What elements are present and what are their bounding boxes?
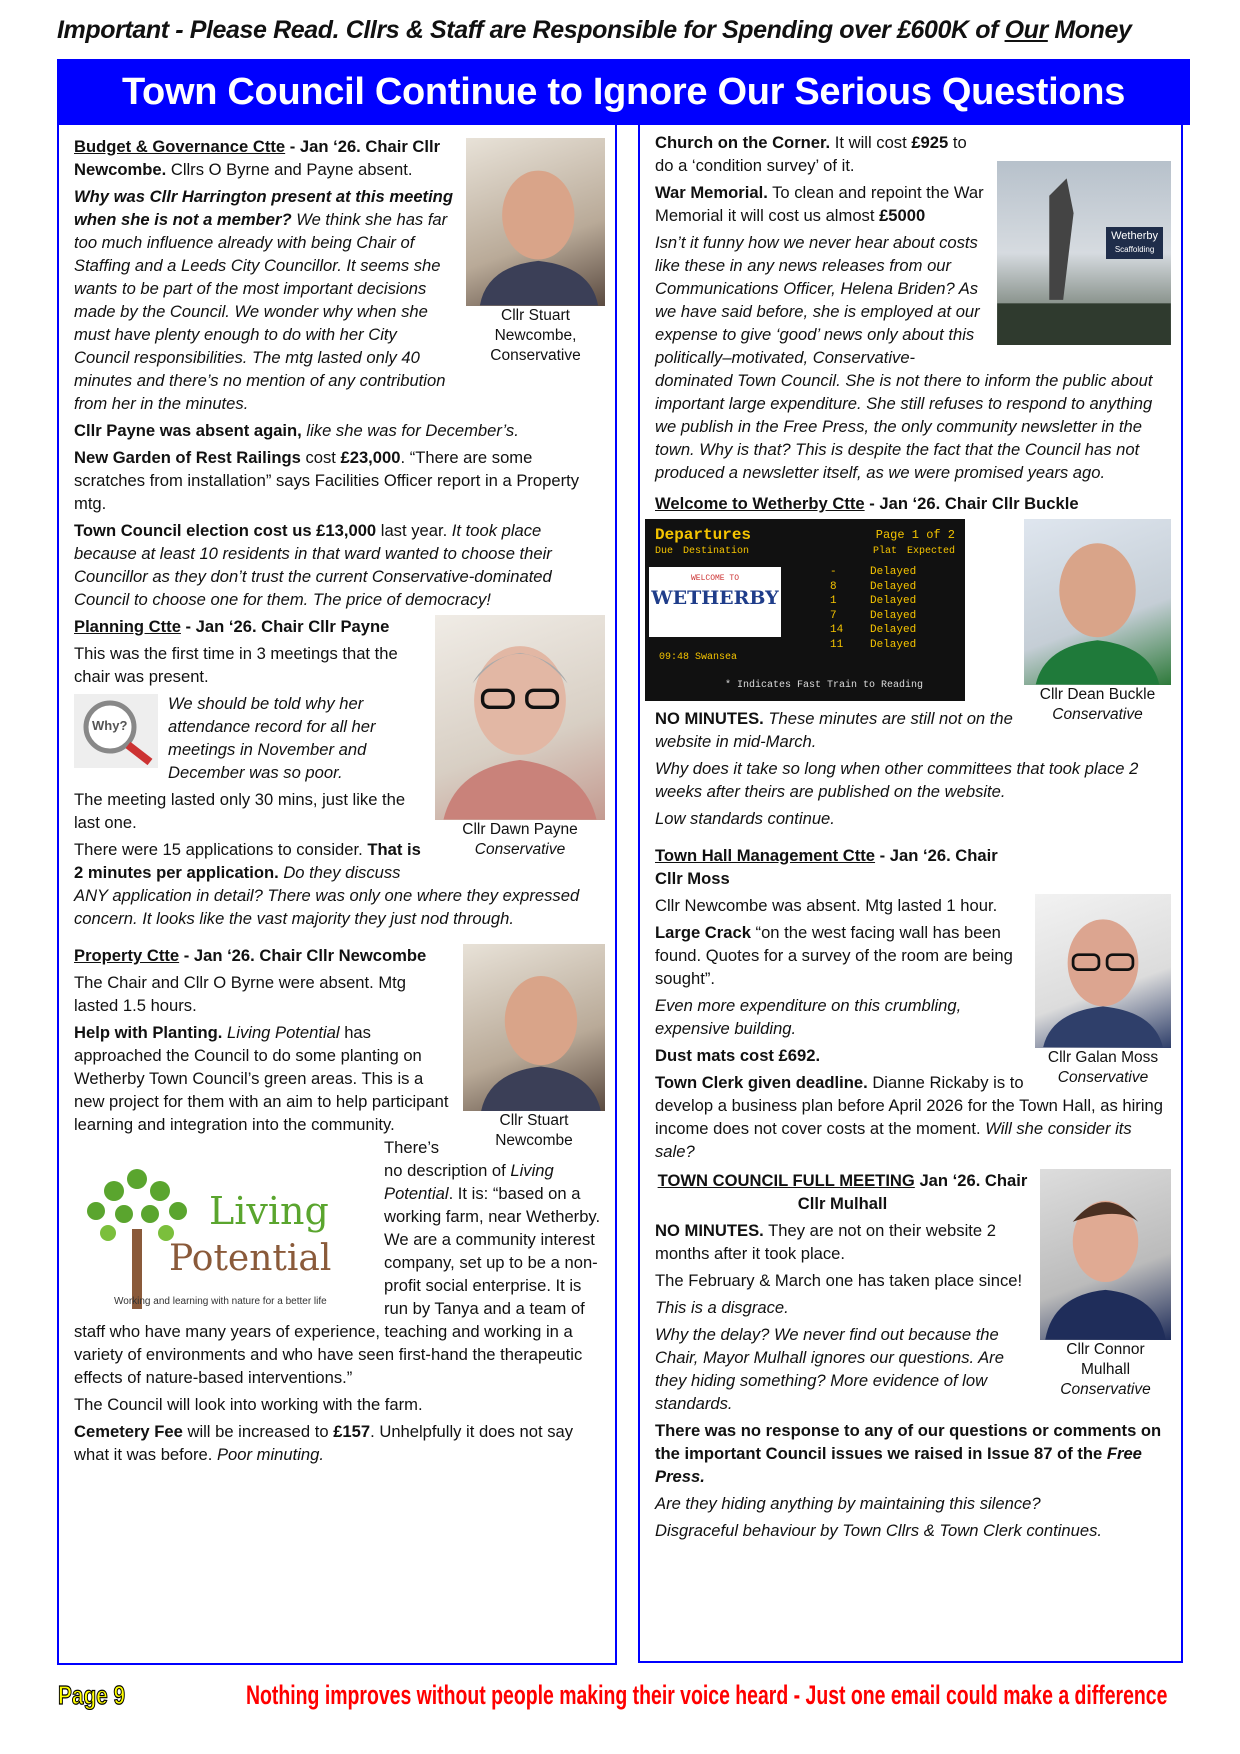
- text-run: Cllrs O Byrne and Payne absent.: [166, 160, 413, 179]
- text-run: “on the west facing wall has been found. Quotes for a survey of the room are being sought”.: [655, 923, 1013, 988]
- text-run: Dianne Rickaby is to develop a business plan before April 2026 for the Town Hall, as hiring income does not cover costs at the moment.: [655, 1073, 1163, 1138]
- text-run: to do a ‘condition survey’ of it.: [655, 133, 967, 175]
- caption-line: Conservative: [1057, 1069, 1149, 1086]
- text-run: New Garden of Rest Railings: [74, 448, 301, 467]
- paragraph: [74, 419, 605, 442]
- mulhall-figure: [1040, 1169, 1171, 1400]
- board-platform: 1: [830, 595, 837, 607]
- caption-line: Cllr Connor: [1066, 1341, 1145, 1358]
- text-run: . It is: “based on a working farm, near Wetherby. We are a community interest company, set up to be a non-profit social enterprise. It is run by Tanya and a team of staff who have many years of experience, teaching and working in a variety of environments and who have seen first-hand the therapeutic effects of nature-based interventions.”: [74, 1184, 601, 1387]
- text-run: Do they discuss ANY application in detail? There was only one where they expressed concern. It looks like the vast majority they just nod through.: [74, 863, 580, 928]
- board-status: Delayed: [870, 624, 917, 636]
- text-run: has approached the Council to do some planting on Wetherby Town Council’s green areas. This is a new project for them with an aim to help participant learning and integration into the community. There’s no description of: [74, 1023, 511, 1180]
- text-run: Help with Planting.: [74, 1023, 223, 1042]
- text-run: Low standards continue.: [655, 809, 835, 828]
- paragraph: [655, 1492, 1171, 1515]
- paragraph: [655, 1419, 1171, 1488]
- board-platform: 11: [830, 638, 844, 651]
- board-col: Plat: [872, 546, 897, 557]
- caption-line: Cllr Galan Moss: [1047, 1049, 1159, 1066]
- war-memorial-figure: [997, 161, 1171, 345]
- text-run: Welcome to Wetherby Ctte: [655, 494, 865, 513]
- board-row: [830, 609, 916, 624]
- text-run: £157: [333, 1422, 371, 1441]
- text-run: £925: [911, 133, 949, 152]
- text-run: War Memorial.: [655, 183, 768, 202]
- text-run: It took place because at least 10 residents in that ward wanted to choose their Councillor as they don’t trust the current Conservative-dominated Council to choose one for them. The price of democracy!: [74, 521, 552, 609]
- paragraph: [655, 844, 1171, 890]
- headline-text: Important - Please Read. Cllrs & Staff are Responsible for Spending over £600K of: [57, 16, 1005, 44]
- right-column: [638, 125, 1183, 1663]
- text-run: NO MINUTES.: [655, 709, 764, 728]
- board-platform: 8: [830, 580, 837, 593]
- moss-photo: [1035, 894, 1171, 1048]
- board-last-row: 09:48 Swansea: [659, 652, 738, 663]
- why-label: Why?: [92, 718, 128, 733]
- page-number: Page 9: [58, 1680, 126, 1710]
- text-run: There were 15 applications to consider.: [74, 840, 368, 859]
- text-run: Budget & Governance Ctte: [74, 137, 286, 156]
- paragraph: [655, 1519, 1171, 1542]
- paragraph: [655, 757, 1171, 803]
- payne-figure: [435, 615, 605, 860]
- board-status: Delayed: [870, 638, 917, 651]
- text-run: - Jan ‘26. Chair Cllr Moss: [655, 846, 998, 888]
- text-run: Cllr Newcombe was absent. Mtg lasted 1 hour.: [655, 896, 998, 915]
- caption-line: Conservative: [1060, 1381, 1151, 1398]
- text-run: Cllr Payne was absent again,: [74, 421, 302, 440]
- footer-message: Nothing improves without people making their voice heard - Just one email could make a difference: [246, 1680, 1168, 1710]
- text-run: Jan ‘26. Chair Cllr Mulhall: [797, 1171, 1028, 1213]
- board-row: [830, 565, 916, 580]
- moss-figure: [1035, 894, 1171, 1088]
- board-platform: 14: [830, 624, 844, 636]
- sign-small: WELCOME TO: [690, 574, 739, 583]
- board-status: Delayed: [870, 595, 917, 607]
- text-run: Why the delay? We never find out because the Chair, Mayor Mulhall ignores our questions. Are they hiding something? More evidence of low standards.: [655, 1325, 1004, 1413]
- newcombe-photo: [466, 138, 605, 306]
- text-run: Town Council election cost us £13,000: [74, 521, 377, 540]
- board-col: Due: [655, 546, 674, 557]
- welcome-text: [655, 707, 1171, 830]
- payne-photo: [435, 615, 605, 820]
- caption-line: Mulhall: [1080, 1361, 1131, 1378]
- text-run: Cemetery Fee: [74, 1422, 183, 1441]
- townhall-section: [655, 844, 1171, 1163]
- text-run: It will cost: [830, 133, 912, 152]
- board-row: [830, 623, 916, 638]
- left-column: [57, 125, 617, 1665]
- text-run: The meeting lasted only 30 mins, just like the last one.: [74, 790, 406, 832]
- property-section: [74, 944, 605, 1466]
- text-run: Large Crack: [655, 923, 751, 942]
- headline-underlined: Our: [1004, 16, 1048, 44]
- text-run: £23,000: [340, 448, 401, 467]
- caption-line: Cllr Stuart: [499, 1112, 569, 1129]
- scaffold-sign-sub: Scaffolding: [1114, 245, 1155, 254]
- budget-section: [74, 135, 605, 611]
- page-banner-title: Town Council Continue to Ignore Our Serious Questions: [57, 59, 1190, 125]
- text-run: Living Potential: [227, 1023, 340, 1042]
- caption-line: Cllr Stuart: [501, 307, 570, 324]
- caption-line: Conservative: [490, 347, 581, 364]
- text-run: Town Clerk given deadline.: [655, 1073, 868, 1092]
- text-run: Even more expenditure on this crumbling, expensive building.: [655, 996, 962, 1038]
- text-run: Living Potential: [384, 1161, 554, 1203]
- text-run: Planning Ctte: [74, 617, 181, 636]
- text-run: - Jan ‘26. Chair Cllr Payne: [180, 617, 390, 636]
- newcombe2-figure: [463, 944, 605, 1151]
- board-row: [830, 580, 916, 595]
- paragraph: [74, 446, 605, 515]
- text-run: last year.: [376, 521, 452, 540]
- caption-line: Cllr Dean Buckle: [1039, 686, 1156, 703]
- logo-tagline: Working and learning with nature for a better life: [114, 1296, 327, 1307]
- welcome-heading: [655, 492, 1171, 515]
- text-run: . Unhelpfully it does not say what it was before.: [74, 1422, 574, 1464]
- top-headline: [57, 16, 1187, 45]
- text-run: The February & March one has taken place since!: [655, 1271, 1023, 1290]
- text-run: Isn’t it funny how we never hear about costs like these in any news releases from our Communications Officer, Helena Briden? As we have said before, she is employed at our expense to give ‘good’ news only about this politically–motivated, Conservative-dominated Town Council. She is not there to inform the public about important large expenditure. She still refuses to respond to anything we publish in the Free Press, the only community newsletter in the town. Why is that? This is despite the fact that the Council has not produced a newsletter itself, as we were promised years ago.: [655, 233, 1153, 482]
- text-run: These minutes are still not on the website in mid-March.: [655, 709, 1013, 751]
- full-meeting-section: [655, 1169, 1171, 1542]
- logo-word-living: Living: [209, 1189, 329, 1233]
- caption-line: Newcombe: [495, 1132, 573, 1149]
- text-run: . “There are some scratches from installation” says Facilities Officer report in a Property mtg.: [74, 448, 580, 513]
- text-run: will be increased to: [182, 1422, 334, 1441]
- text-run: - Jan ‘26. Chair Cllr Newcombe.: [74, 137, 441, 179]
- text-run: £5000: [879, 206, 926, 225]
- board-status: Delayed: [870, 580, 917, 593]
- text-run: Why was Cllr Harrington present at this meeting when she is not a member?: [74, 187, 453, 229]
- board-title: Departures: [655, 526, 752, 544]
- text-run: The Council will look into working with the farm.: [74, 1395, 423, 1414]
- text-run: NO MINUTES.: [655, 1221, 764, 1240]
- text-run: This is a disgrace.: [655, 1298, 789, 1317]
- magnifying-glass-why-icon: [74, 694, 158, 768]
- newcombe-photo: [463, 944, 605, 1111]
- paragraph: [74, 1393, 605, 1416]
- caption-line: Cllr Dawn Payne: [462, 821, 578, 838]
- text-run: To clean and repoint the War Memorial it will cost us almost: [655, 183, 984, 225]
- text-run: That is 2 minutes per application.: [74, 840, 421, 882]
- board-status: Delayed: [870, 609, 917, 622]
- caption-line: Conservative: [474, 841, 566, 858]
- church-section: [655, 131, 1171, 484]
- text-run: Disgraceful behaviour by Town Cllrs & Town Clerk continues.: [655, 1521, 1103, 1540]
- text-run: Church on the Corner.: [655, 133, 831, 152]
- text-run: - Jan ‘26. Chair Cllr Newcombe: [179, 946, 427, 965]
- text-run: The Chair and Cllr O Byrne were absent. Mtg lasted 1.5 hours.: [74, 973, 407, 1015]
- text-run: Town Hall Management Ctte: [655, 846, 876, 865]
- text-run: Property Ctte: [74, 946, 180, 965]
- board-row: [830, 594, 916, 609]
- newcombe-figure: [466, 138, 605, 366]
- paragraph: [74, 519, 605, 611]
- board-status: Delayed: [870, 566, 917, 578]
- paragraph: [655, 807, 1171, 830]
- text-run: We think she has far too much influence already with being Chair of Staffing and a Leeds City Councillor. It seems she wants to be part of the most important decisions made by the Council. We wonder why when she must have plenty enough to do with her City Council responsibilities. The mtg lasted only 40 minutes and there’s no mention of any contribution from her in the minutes.: [74, 210, 448, 413]
- text-run: We should be told why her attendance record for all her meetings in November and December was so poor.: [168, 694, 376, 782]
- board-col: Destination: [683, 546, 750, 557]
- board-platform: -: [830, 566, 837, 578]
- text-run: This was the first time in 3 meetings that the chair was present.: [74, 644, 398, 686]
- buckle-figure: [1024, 519, 1171, 725]
- paragraph: [74, 1420, 605, 1466]
- text-run: Free Press.: [655, 1444, 1142, 1486]
- planning-section: [74, 615, 605, 930]
- mulhall-photo: [1040, 1169, 1171, 1340]
- living-potential-logo: [74, 1159, 374, 1315]
- headline-text-end: Money: [1047, 16, 1132, 44]
- board-row: [830, 638, 916, 653]
- welcome-section: [651, 492, 1171, 830]
- text-run: TOWN COUNCIL FULL MEETING: [657, 1171, 915, 1190]
- scaffold-sign-name: Wetherby: [1111, 230, 1158, 242]
- sign-big: WETHERBY: [651, 587, 779, 609]
- board-note: * Indicates Fast Train to Reading: [725, 680, 924, 691]
- text-run: They are not on their website 2 months after it took place.: [655, 1221, 996, 1263]
- logo-word-potential: Potential: [169, 1238, 332, 1279]
- text-run: cost: [300, 448, 341, 467]
- text-run: Why does it take so long when other committees that took place 2 weeks after theirs are published on the website.: [655, 759, 1139, 801]
- text-run: like she was for December’s.: [301, 421, 519, 440]
- board-page: Page 1 of 2: [875, 528, 955, 542]
- buckle-photo: [1024, 519, 1171, 685]
- board-col: Expected: [906, 546, 955, 557]
- text-run: Will she consider its sale?: [655, 1119, 1132, 1161]
- caption-line: Conservative: [1052, 706, 1143, 723]
- departures-board-photo: [645, 519, 965, 701]
- text-run: Are they hiding anything by maintaining this silence?: [655, 1494, 1041, 1513]
- text-run: - Jan ‘26. Chair Cllr Buckle: [864, 494, 1079, 513]
- text-run: Poor minuting.: [216, 1445, 324, 1464]
- caption-line: Newcombe,: [494, 327, 577, 344]
- war-memorial-photo: [997, 161, 1171, 345]
- text-run: Dust mats cost £692.: [655, 1046, 821, 1065]
- board-platform: 7: [830, 609, 837, 622]
- text-run: There was no response to any of our questions or comments on the important Council issues we raised in Issue 87 of the: [655, 1421, 1162, 1463]
